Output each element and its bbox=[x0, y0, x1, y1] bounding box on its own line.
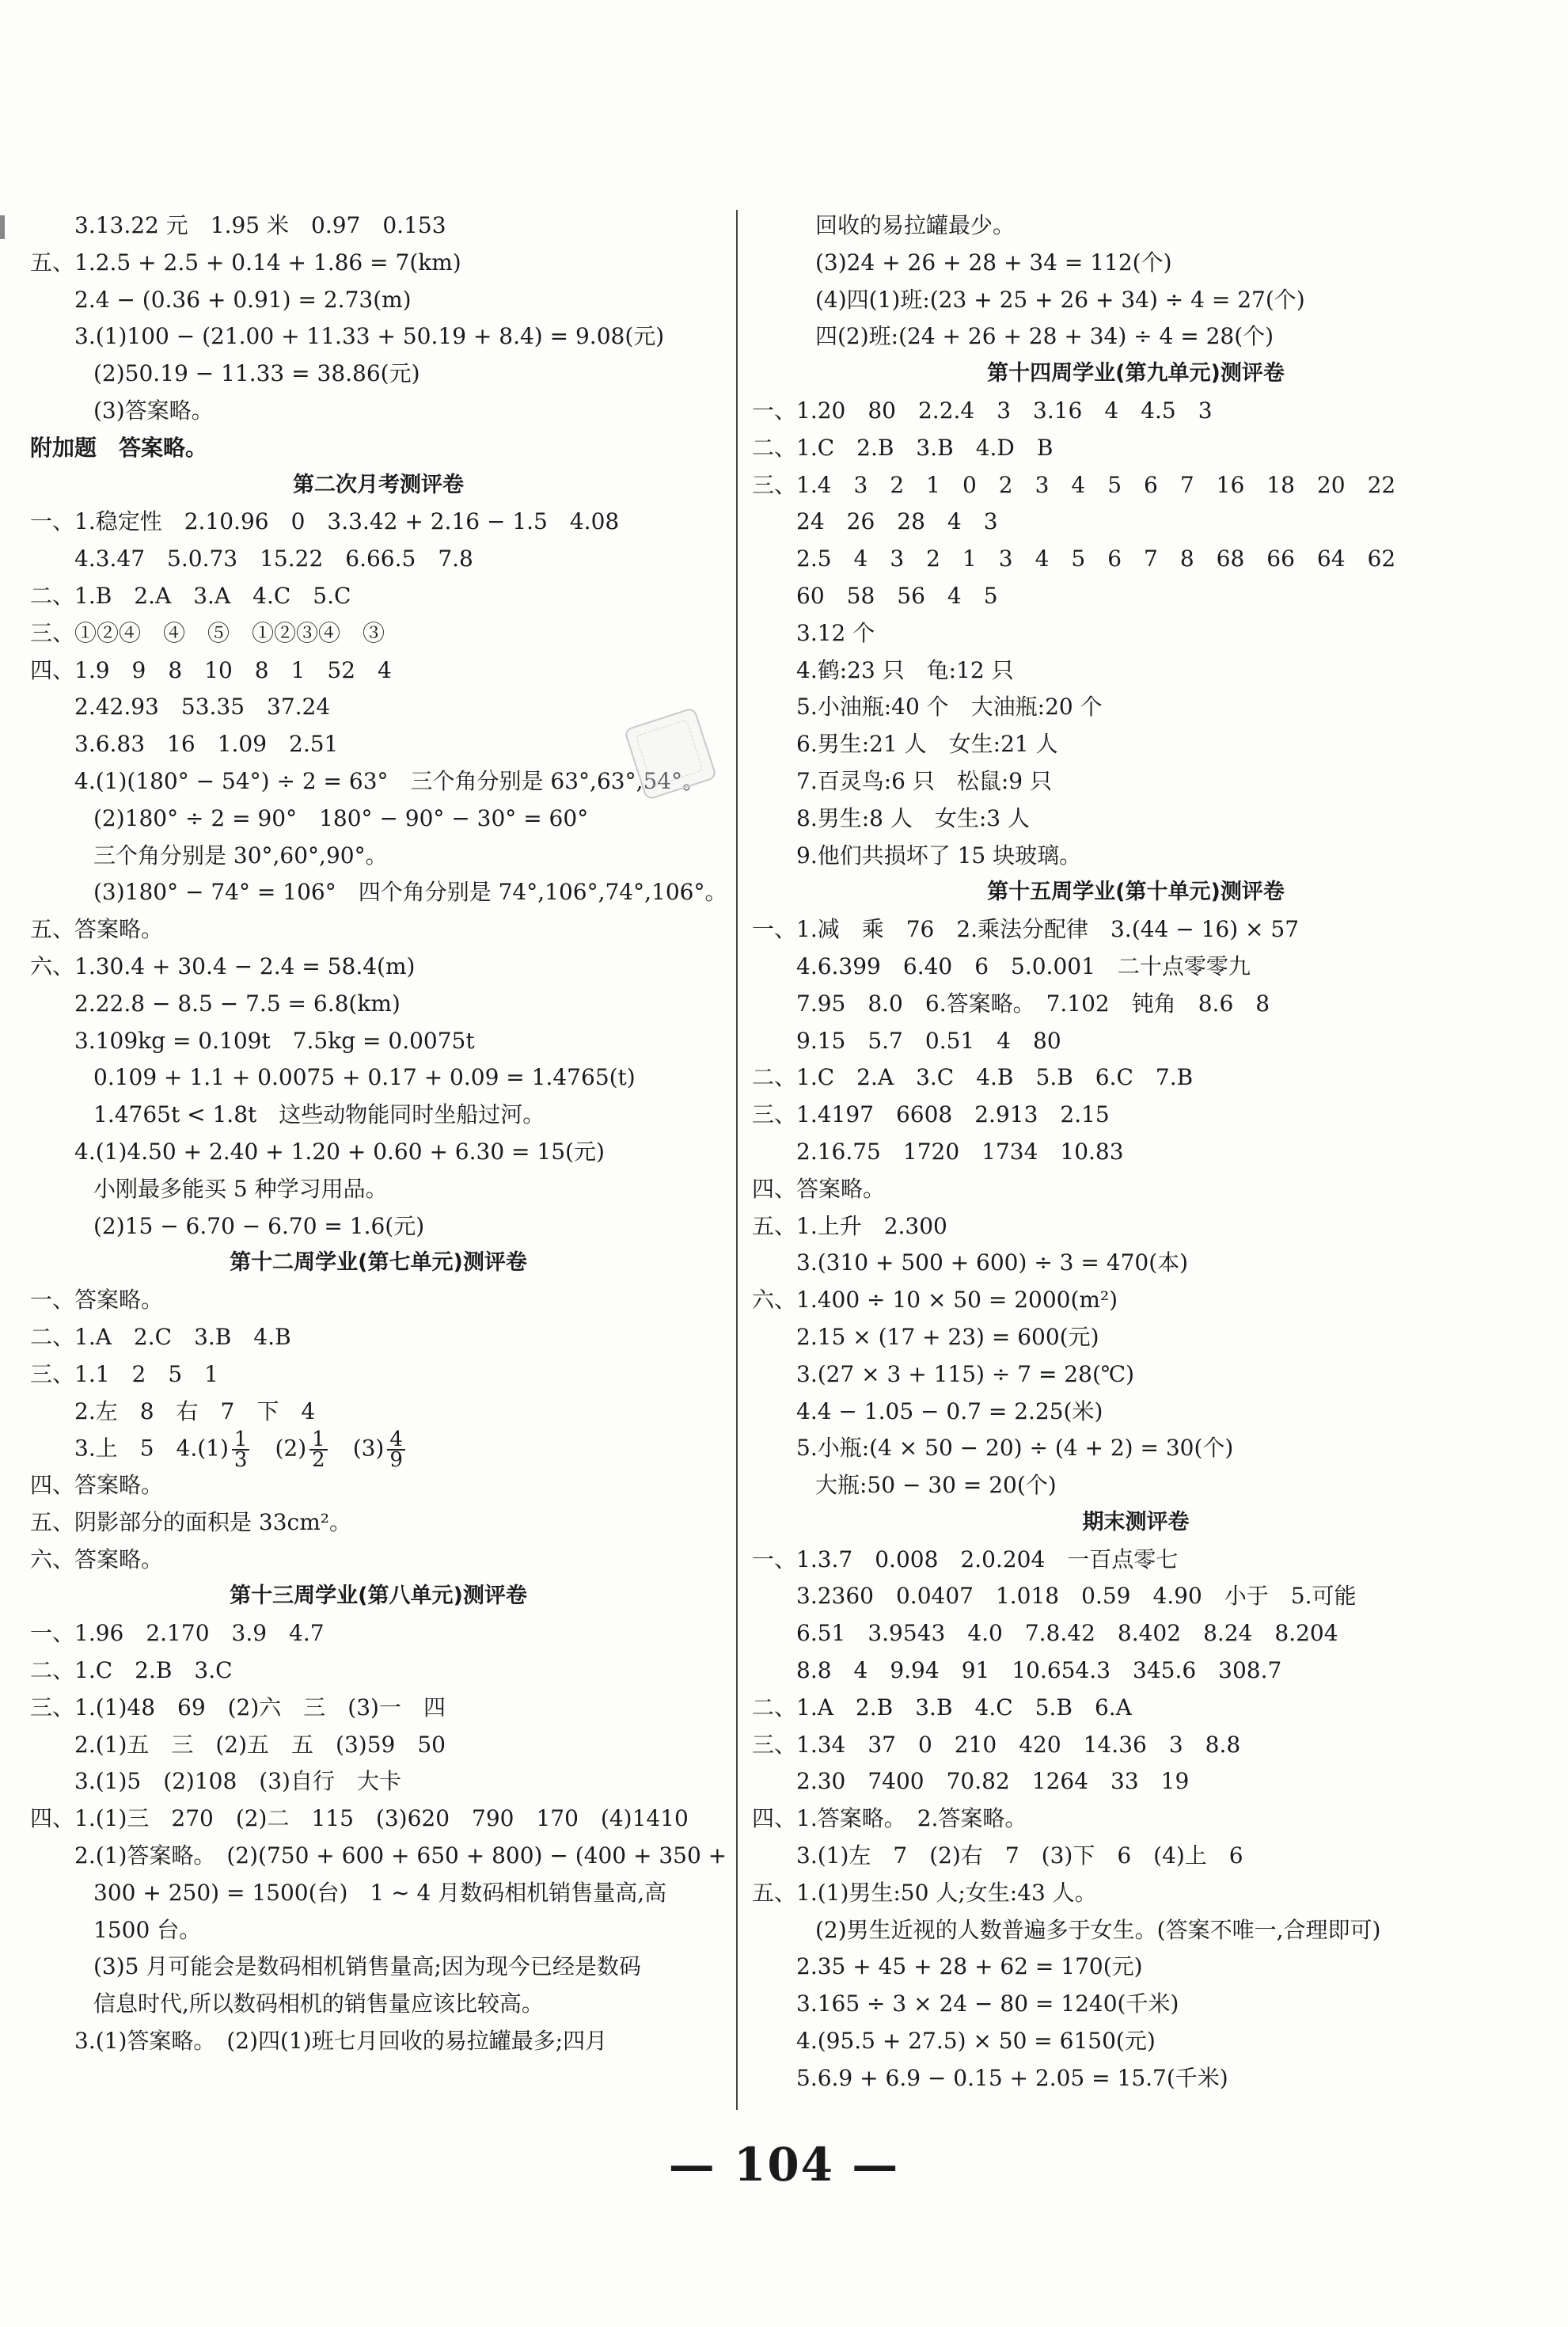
answer-line: 4.6.399 6.40 6 5.0.001 二十点零零九 bbox=[796, 952, 1251, 979]
answer-line bbox=[30, 1428, 727, 1473]
answer-line: 二、1.A 2.B 3.B 4.C 5.B 6.A bbox=[752, 1694, 1132, 1721]
answer-line: 附加题 答案略。 bbox=[30, 434, 208, 461]
answer-line: 2.30 7400 70.82 1264 33 19 bbox=[796, 1768, 1190, 1795]
answer-line: (3)180° − 74° = 106° 四个角分别是 74°,106°,74°,106°。 bbox=[93, 879, 727, 906]
answer-line: 一、1.20 80 2.2.4 3 3.16 4 4.5 3 bbox=[752, 397, 1213, 424]
answer-line: 六、1.30.4 + 30.4 − 2.4 = 58.4(m) bbox=[30, 952, 416, 979]
answer-line: 60 58 56 4 5 bbox=[796, 582, 998, 609]
answer-line: 5.小瓶:(4 × 50 − 20) ÷ (4 + 2) = 30(个) bbox=[796, 1435, 1234, 1462]
section-heading: 第十三周学业(第八单元)测评卷 bbox=[230, 1584, 527, 1609]
answer-line: 7.百灵鸟:6 只 松鼠:9 只 bbox=[796, 767, 1053, 794]
answer-line: 四、1.(1)三 270 (2)二 115 (3)620 790 170 (4)1410 bbox=[30, 1805, 689, 1832]
fraction-denominator: 2 bbox=[312, 1448, 325, 1473]
answer-line: 五、1.上升 2.300 bbox=[752, 1212, 947, 1239]
answer-line: 二、1.A 2.C 3.B 4.B bbox=[30, 1323, 291, 1350]
section-heading: 期末测评卷 bbox=[1082, 1509, 1190, 1534]
answer-line: 3.6.83 16 1.09 2.51 bbox=[74, 731, 339, 758]
answer-line: 三、1.(1)48 69 (2)六 三 (3)一 四 bbox=[30, 1694, 446, 1721]
answer-line: 4.(1)4.50 + 2.40 + 1.20 + 0.60 + 6.30 = 15(元) bbox=[74, 1138, 605, 1165]
answer-line: 4.鹤:23 只 龟:12 只 bbox=[796, 656, 1014, 683]
answer-line: 4.3.47 5.0.73 15.22 6.66.5 7.8 bbox=[74, 546, 473, 572]
answer-line: 五、阴影部分的面积是 33cm²。 bbox=[30, 1508, 351, 1535]
answer-line: 3.165 ÷ 3 × 24 − 80 = 1240(千米) bbox=[796, 1990, 1179, 2017]
answer-line: 5.6.9 + 6.9 − 0.15 + 2.05 = 15.7(千米) bbox=[796, 2064, 1228, 2091]
answer-line: (2)15 − 6.70 − 6.70 = 1.6(元) bbox=[93, 1212, 425, 1239]
answer-line: 一、1.稳定性 2.10.96 0 3.3.42 + 2.16 − 1.5 4.08 bbox=[30, 508, 620, 535]
fraction-numerator: 1 bbox=[309, 1430, 328, 1451]
answer-line: 3.13.22 元 1.95 米 0.97 0.153 bbox=[74, 212, 446, 238]
answer-line: 2.22.8 − 8.5 − 7.5 = 6.8(km) bbox=[74, 990, 401, 1017]
answer-line: 1.4765t < 1.8t 这些动物能同时坐船过河。 bbox=[93, 1101, 545, 1128]
answer-line: 3.12 个 bbox=[796, 619, 875, 646]
answer-line: 9.他们共损坏了 15 块玻璃。 bbox=[796, 842, 1082, 869]
answer-line: 一、答案略。 bbox=[30, 1287, 164, 1314]
answer-line: 3.(310 + 500 + 600) ÷ 3 = 470(本) bbox=[796, 1249, 1189, 1276]
answer-line: 二、1.C 2.A 3.C 4.B 5.B 6.C 7.B bbox=[752, 1064, 1194, 1091]
answer-line: 信息时代,所以数码相机的销售量应该比较高。 bbox=[93, 1990, 544, 2017]
answer-line: 24 26 28 4 3 bbox=[796, 508, 998, 535]
answer-text: 3.上 5 4.(1) bbox=[74, 1435, 229, 1462]
answer-line: 三、1.4 3 2 1 0 2 3 4 5 6 7 16 18 20 22 bbox=[752, 471, 1396, 498]
answer-line: 6.51 3.9543 4.0 7.8.42 8.402 8.24 8.204 bbox=[796, 1620, 1338, 1647]
answer-line: 六、答案略。 bbox=[30, 1546, 164, 1572]
answer-line: 3.(1)答案略。 (2)四(1)班七月回收的易拉罐最多;四月 bbox=[74, 2028, 608, 2055]
answer-line: 一、1.减 乘 76 2.乘法分配律 3.(44 − 16) × 57 bbox=[752, 916, 1300, 943]
answer-line: 3.(1)左 7 (2)右 7 (3)下 6 (4)上 6 bbox=[796, 1842, 1243, 1869]
answer-line: 1500 台。 bbox=[93, 1916, 202, 1943]
answer-text: (3) bbox=[330, 1435, 385, 1462]
section-heading: 第十五周学业(第十单元)测评卷 bbox=[987, 880, 1285, 905]
answer-line: 回收的易拉罐最少。 bbox=[815, 212, 1016, 238]
answer-line: (3)答案略。 bbox=[93, 397, 214, 424]
answer-line: 五、1.2.5 + 2.5 + 0.14 + 1.86 = 7(km) bbox=[30, 249, 461, 276]
answer-line: 3.(1)5 (2)108 (3)自行 大卡 bbox=[74, 1768, 401, 1795]
answer-line: 二、1.B 2.A 3.A 4.C 5.C bbox=[30, 582, 351, 609]
answer-line: 四(2)班:(24 + 26 + 28 + 34) ÷ 4 = 28(个) bbox=[815, 323, 1274, 350]
answer-line: (3)5 月可能会是数码相机销售量高;因为现今已经是数码 bbox=[93, 1953, 641, 1980]
fraction bbox=[387, 1428, 405, 1473]
answer-line: 2.5 4 3 2 1 3 4 5 6 7 8 68 66 64 62 bbox=[796, 546, 1396, 572]
answer-line: 5.小油瓶:40 个 大油瓶:20 个 bbox=[796, 694, 1103, 721]
answer-line: 3.2360 0.0407 1.018 0.59 4.90 小于 5.可能 bbox=[796, 1583, 1357, 1610]
column-divider bbox=[736, 210, 738, 2110]
answer-line: 四、1.答案略。 2.答案略。 bbox=[752, 1805, 1027, 1832]
answer-line: 一、1.3.7 0.008 2.0.204 一百点零七 bbox=[752, 1546, 1179, 1572]
answer-line: 二、1.C 2.B 3.C bbox=[30, 1657, 233, 1684]
answer-line: 一、1.96 2.170 3.9 4.7 bbox=[30, 1620, 325, 1647]
answer-line: 四、答案略。 bbox=[752, 1175, 886, 1202]
answer-line: (3)24 + 26 + 28 + 34 = 112(个) bbox=[815, 249, 1172, 276]
answer-line: 2.16.75 1720 1734 10.83 bbox=[796, 1138, 1124, 1165]
answer-line: 三、①②④ ④ ⑤ ①②③④ ③ bbox=[30, 619, 385, 646]
answer-line: (2)50.19 − 11.33 = 38.86(元) bbox=[93, 360, 420, 387]
answer-line: 2.42.93 53.35 37.24 bbox=[74, 694, 331, 721]
left-column bbox=[30, 207, 727, 2060]
answer-text: (2) bbox=[252, 1435, 307, 1462]
answer-line: 六、1.400 ÷ 10 × 50 = 2000(m²) bbox=[752, 1287, 1118, 1314]
answer-line: 三个角分别是 30°,60°,90°。 bbox=[93, 842, 388, 869]
answer-line: 4.(1)(180° − 54°) ÷ 2 = 63° 三个角分别是 63°,63°,54°。 bbox=[74, 767, 705, 794]
answer-line: 五、1.(1)男生:50 人;女生:43 人。 bbox=[752, 1879, 1097, 1906]
answer-line: (2)180° ÷ 2 = 90° 180° − 90° − 30° = 60° bbox=[93, 804, 589, 831]
answer-line: 3.(27 × 3 + 115) ÷ 7 = 28(℃) bbox=[796, 1360, 1135, 1387]
answer-line: 9.15 5.7 0.51 4 80 bbox=[796, 1027, 1061, 1054]
fraction bbox=[309, 1428, 328, 1473]
answer-line: 300 + 250) = 1500(台) 1 ~ 4 月数码相机销售量高,高 bbox=[93, 1879, 667, 1906]
section-heading: 第二次月考测评卷 bbox=[293, 472, 464, 497]
answer-line: 3.(1)100 − (21.00 + 11.33 + 50.19 + 8.4) = 9.08(元) bbox=[74, 323, 665, 350]
answer-line: 三、1.34 37 0 210 420 14.36 3 8.8 bbox=[752, 1731, 1241, 1758]
fraction-numerator: 1 bbox=[232, 1430, 250, 1451]
answer-line: 7.95 8.0 6.答案略。 7.102 钝角 8.6 8 bbox=[796, 990, 1270, 1017]
answer-line: 三、1.4197 6608 2.913 2.15 bbox=[752, 1101, 1110, 1128]
answer-line: 2.4 − (0.36 + 0.91) = 2.73(m) bbox=[74, 286, 412, 313]
answer-line: 小刚最多能买 5 种学习用品。 bbox=[93, 1175, 388, 1202]
fraction-denominator: 9 bbox=[389, 1448, 403, 1473]
answer-line: 6.男生:21 人 女生:21 人 bbox=[796, 731, 1058, 758]
answer-line: 2.(1)答案略。 (2)(750 + 600 + 650 + 800) − (400 + 350 + bbox=[74, 1842, 727, 1869]
answer-line: 4.4 − 1.05 − 0.7 = 2.25(米) bbox=[796, 1397, 1103, 1424]
answer-line: 4.(95.5 + 27.5) × 50 = 6150(元) bbox=[796, 2028, 1156, 2055]
answer-line: (4)四(1)班:(23 + 25 + 26 + 34) ÷ 4 = 27(个) bbox=[815, 286, 1305, 313]
answer-line: 二、1.C 2.B 3.B 4.D B bbox=[752, 434, 1054, 461]
answer-line: 四、答案略。 bbox=[30, 1472, 164, 1499]
fraction-numerator: 4 bbox=[387, 1430, 405, 1451]
answer-line: 三、1.1 2 5 1 bbox=[30, 1360, 218, 1387]
answer-line: 8.8 4 9.94 91 10.654.3 345.6 308.7 bbox=[796, 1657, 1282, 1684]
section-heading: 第十四周学业(第九单元)测评卷 bbox=[987, 361, 1285, 386]
answer-line: 8.男生:8 人 女生:3 人 bbox=[796, 804, 1031, 831]
right-column bbox=[752, 207, 1520, 2097]
answer-line: 3.109kg = 0.109t 7.5kg = 0.0075t bbox=[74, 1027, 475, 1054]
answer-line: 0.109 + 1.1 + 0.0075 + 0.17 + 0.09 = 1.4765(t) bbox=[93, 1064, 636, 1091]
answer-line: 四、1.9 9 8 10 8 1 52 4 bbox=[30, 656, 392, 683]
answer-line: 2.35 + 45 + 28 + 62 = 170(元) bbox=[796, 1953, 1143, 1980]
fraction bbox=[232, 1428, 250, 1473]
answer-line: 2.15 × (17 + 23) = 600(元) bbox=[796, 1323, 1099, 1350]
answer-line: 2.左 8 右 7 下 4 bbox=[74, 1397, 316, 1424]
binding-edge-mark bbox=[0, 215, 5, 239]
answer-line: 大瓶:50 − 30 = 20(个) bbox=[815, 1472, 1057, 1499]
answer-line: 五、答案略。 bbox=[30, 916, 164, 943]
page-number: — 104 — bbox=[668, 2138, 900, 2192]
section-heading: 第十二周学业(第七单元)测评卷 bbox=[230, 1250, 527, 1276]
answer-line: (2)男生近视的人数普遍多于女生。(答案不唯一,合理即可) bbox=[815, 1916, 1381, 1943]
answer-line: 2.(1)五 三 (2)五 五 (3)59 50 bbox=[74, 1731, 446, 1758]
fraction-denominator: 3 bbox=[233, 1448, 248, 1473]
